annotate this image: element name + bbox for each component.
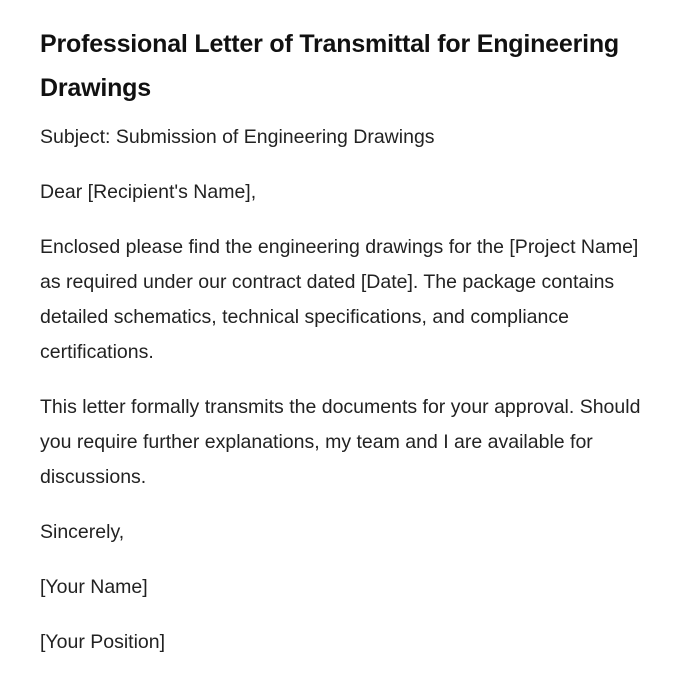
letter-body-paragraph-1: Enclosed please find the engineering drawings for the [Project Name] as required under our contract dated [Date]. The package contains detailed schematics, technical specifications, and compliance certifications. (40, 236, 639, 363)
letter-title: Professional Letter of Transmittal for Engineering Drawings (40, 30, 619, 102)
letter-body-paragraph-2: This letter formally transmits the documents for your approval. Should you require further explanations, my team and I are available for discussions. (40, 396, 641, 488)
signer-name: [Your Name] (40, 576, 148, 598)
letter-subject: Subject: Submission of Engineering Drawings (40, 126, 435, 148)
letter-closing: Sincerely, (40, 521, 125, 543)
signer-position: [Your Position] (40, 631, 166, 653)
letter-salutation: Dear [Recipient's Name], (40, 181, 257, 203)
